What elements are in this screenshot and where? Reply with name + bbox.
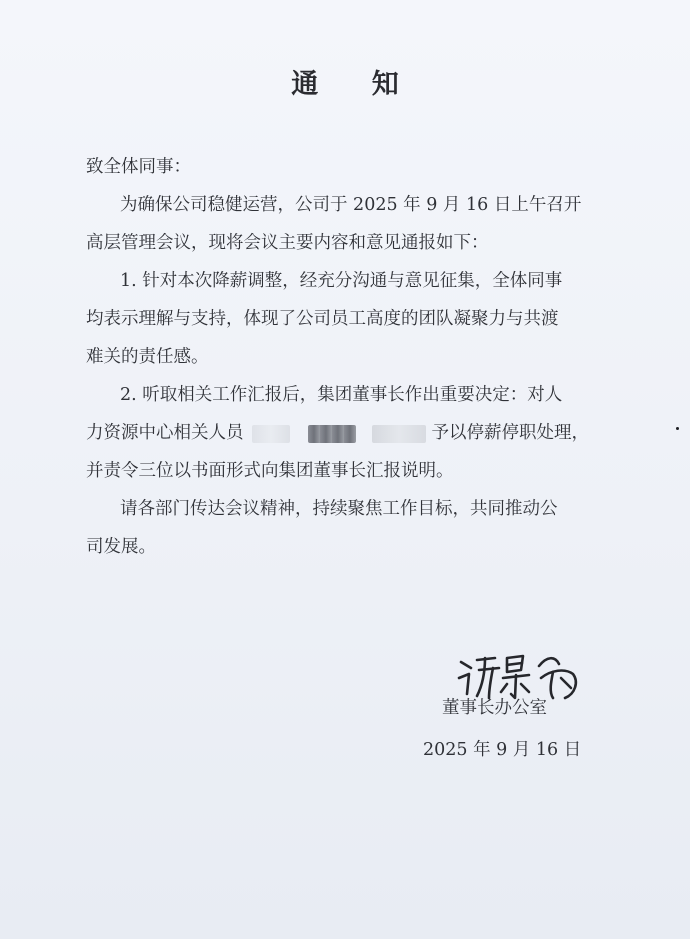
document-title: 通 知 [291, 69, 421, 100]
document-body [86, 148, 616, 566]
paper-speck [676, 427, 679, 430]
item2-line-2-suffix: 予以停薪停职处理， [431, 423, 589, 443]
item2-line-2 [86, 414, 616, 452]
redaction-mosaic [308, 425, 356, 443]
redaction-blur-2 [372, 425, 426, 443]
intro-line-2: 高层管理会议，现将会议主要内容和意见通报如下： [86, 233, 489, 253]
closing-line-1: 请各部门传达会议精神，持续聚焦工作目标，共同推动公 [120, 499, 558, 519]
item1-line-3: 难关的责任感。 [86, 347, 209, 367]
item1-line-1: 1. 针对本次降薪调整，经充分沟通与意见征集，全体同事 [120, 271, 563, 291]
salutation: 致全体同事： [86, 157, 191, 177]
intro-line-1: 为确保公司稳健运营，公司于 2025 年 9 月 16 日上午召开 [120, 195, 582, 215]
redaction-blur-1 [252, 425, 290, 443]
issue-date: 2025 年 9 月 16 日 [423, 740, 582, 760]
item2-line-2-prefix: 力资源中心相关人员 [86, 423, 244, 443]
item2-line-1: 2. 听取相关工作汇报后，集团董事长作出重要决定：对人 [120, 385, 563, 405]
issuing-office: 董事长办公室 [442, 698, 547, 718]
item1-line-2: 均表示理解与支持，体现了公司员工高度的团队凝聚力与共渡 [86, 309, 559, 329]
item2-line-3: 并责令三位以书面形式向集团董事长汇报说明。 [86, 461, 454, 481]
closing-line-2: 司发展。 [86, 537, 156, 557]
